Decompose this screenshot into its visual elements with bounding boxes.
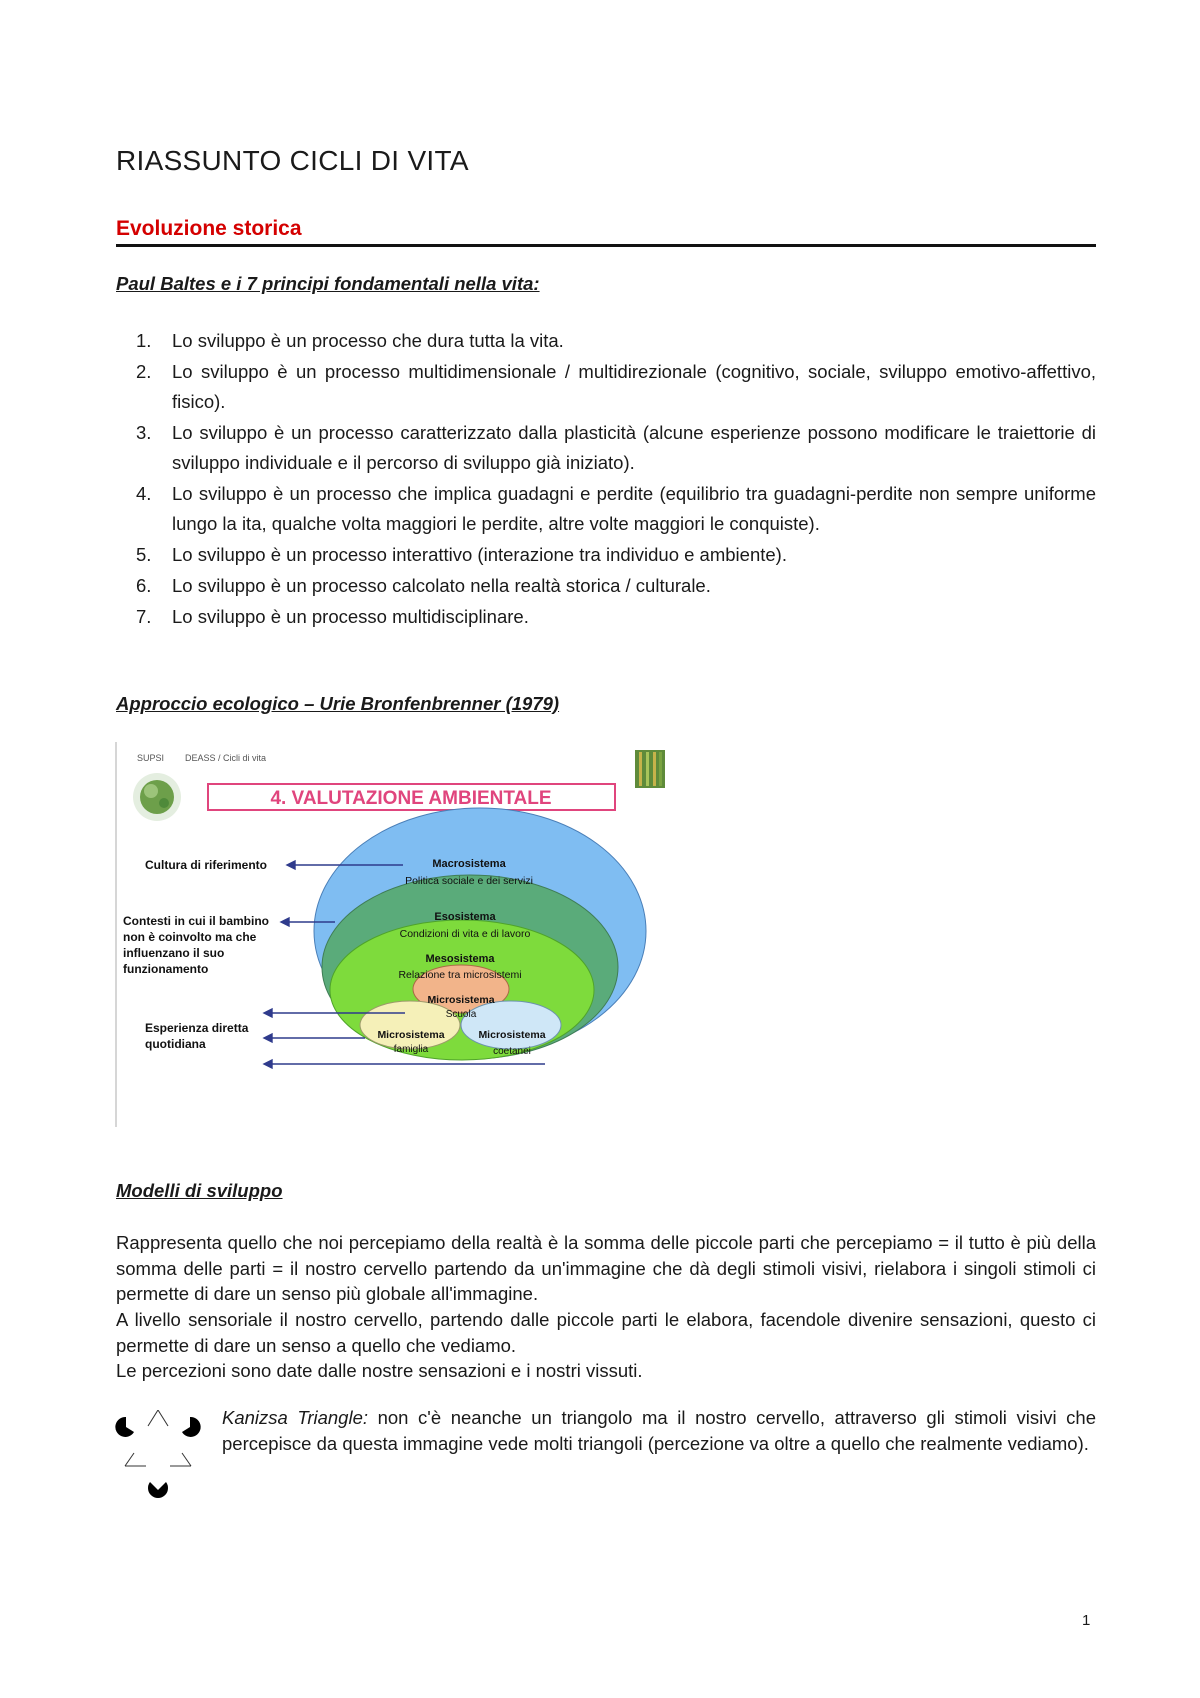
heading-rule <box>116 244 1096 247</box>
arrow-head <box>287 861 295 869</box>
label-contesti-line-3: influenzano il suo <box>123 946 225 960</box>
microsistema-famiglia-title: Microsistema <box>377 1029 445 1041</box>
section-heading: Evoluzione storica <box>116 217 302 240</box>
esosistema-title: Esosistema <box>434 911 496 923</box>
list-item: 7. Lo sviluppo è un processo multidisciplinare. <box>136 606 529 627</box>
microsistema-scuola-title: Microsistema <box>427 994 495 1006</box>
kanizsa-triangle-icon <box>112 1410 204 1502</box>
list-item: 3. Lo sviluppo è un processo caratterizzato dalla plasticità (alcune esperienze possono modificare le traiettorie di sviluppo individuale e il percorso di sviluppo già iniziato). <box>136 422 1096 473</box>
microsistema-coetanei-title: Microsistema <box>478 1029 546 1041</box>
macrosistema-title: Macrosistema <box>432 858 506 870</box>
label-esperienza-line-2: quotidiana <box>145 1037 206 1051</box>
label-esperienza-line-1: Esperienza diretta <box>145 1021 249 1035</box>
baltes-heading: Paul Baltes e i 7 principi fondamentali nella vita: <box>116 273 540 294</box>
arrow-head <box>264 1034 272 1042</box>
microsistema-scuola-sub: Scuola <box>445 1009 477 1020</box>
modelli-paragraph-1: Rappresenta quello che noi percepiamo della realtà è la somma delle piccole parti che percepiamo = il tutto è più della somma delle parti = il nostro cervello partendo da un'immagine che dà degli stimoli visivi, rielabora i singoli stimoli ci permette di dare un senso più globale all'immagine. <box>116 1232 1096 1304</box>
kanizsa-description: non c'è neanche un triangolo ma il nostro cervello, attraverso gli stimoli visivi che percepisce da questa immagine vede molti triangoli (percezione va oltre a quello che realmente vediamo). <box>222 1407 1096 1454</box>
document-title: RIASSUNTO CICLI DI VITA <box>116 145 469 176</box>
list-item: 1. Lo sviluppo è un processo che dura tutta la vita. <box>136 330 564 351</box>
mesosistema-sub: Relazione tra microsistemi <box>398 969 522 981</box>
arrow-head <box>264 1060 272 1068</box>
microsistema-famiglia-sub: famiglia <box>393 1044 429 1055</box>
modelli-paragraph-3: Le percezioni sono date dalle nostre sensazioni e i nostri vissuti. <box>116 1360 643 1381</box>
figure-header-left: SUPSI <box>137 753 165 763</box>
label-cultura: Cultura di riferimento <box>145 858 268 872</box>
list-item: 4. Lo sviluppo è un processo che implica guadagni e perdite (equilibrio tra guadagni-perdite non sempre uniforme lungo la ita, qualche volta maggiori le perdite, altre volte maggiori le conquiste). <box>136 483 1096 534</box>
mesosistema-title: Mesosistema <box>425 953 495 965</box>
list-item: 5. Lo sviluppo è un processo interattivo (interazione tra individuo e ambiente). <box>136 544 787 565</box>
esosistema-sub: Condizioni di vita e di lavoro <box>399 928 531 940</box>
label-contesti-line-4: funzionamento <box>123 962 209 976</box>
forest-icon <box>635 750 665 788</box>
label-contesti-line-1: Contesti in cui il bambino <box>123 914 270 928</box>
bronfenbrenner-diagram <box>115 742 670 1127</box>
figure-header-right: DEASS / Cicli di vita <box>185 753 267 763</box>
kanizsa-paragraph <box>222 1405 1096 1457</box>
list-item: 2. Lo sviluppo è un processo multidimensionale / multidirezionale (cognitivo, sociale, sviluppo emotivo-affettivo, fisico). <box>136 361 1096 412</box>
kanizsa-term: Kanizsa Triangle: <box>222 1407 369 1428</box>
modelli-heading: Modelli di sviluppo <box>116 1180 283 1201</box>
globe-icon <box>133 773 181 821</box>
microsistema-coetanei-sub: coetanei <box>493 1046 531 1057</box>
arrow-head <box>264 1009 272 1017</box>
list-item: 6. Lo sviluppo è un processo calcolato nella realtà storica / culturale. <box>136 575 711 596</box>
modelli-paragraph-2: A livello sensoriale il nostro cervello, partendo dalle piccole parti le elabora, facendole divenire sensazioni, questo ci permette di dare un senso a quello che vediamo. <box>116 1309 1096 1356</box>
pacman-top-right <box>182 1417 201 1437</box>
pacman-top-left <box>115 1417 134 1437</box>
macrosistema-sub: Politica sociale e dei servizi <box>405 875 533 887</box>
label-contesti-line-2: non è coinvolto ma che <box>123 930 257 944</box>
arrow-head <box>281 918 289 926</box>
outline-triangle <box>125 1410 191 1466</box>
principles-list <box>116 326 1096 633</box>
page-number: 1 <box>1082 1612 1091 1629</box>
pacman-bottom <box>148 1482 168 1498</box>
banner-title: 4. VALUTAZIONE AMBIENTALE <box>270 788 552 809</box>
ecologico-heading: Approccio ecologico – Urie Bronfenbrenner (1979) <box>116 693 560 714</box>
